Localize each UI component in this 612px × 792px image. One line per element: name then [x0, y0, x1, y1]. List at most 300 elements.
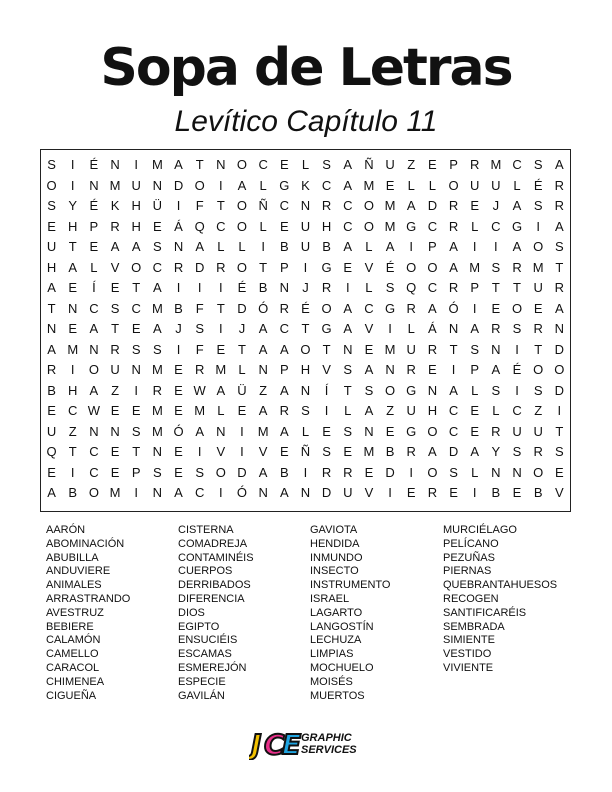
- grid-letter[interactable]: N: [89, 177, 99, 193]
- grid-letter[interactable]: Z: [534, 403, 543, 418]
- grid-letter[interactable]: I: [176, 198, 181, 213]
- grid-letter[interactable]: N: [89, 423, 99, 439]
- grid-letter[interactable]: D: [173, 177, 184, 193]
- grid-letter[interactable]: E: [47, 218, 56, 234]
- grid-letter[interactable]: M: [67, 341, 79, 357]
- grid-letter[interactable]: M: [109, 485, 121, 500]
- grid-letter[interactable]: Q: [406, 280, 417, 295]
- grid-letter[interactable]: D: [385, 464, 395, 480]
- grid-letter[interactable]: I: [303, 464, 308, 480]
- grid-letter[interactable]: D: [237, 464, 247, 480]
- grid-letter[interactable]: B: [47, 382, 56, 398]
- grid-letter[interactable]: V: [216, 444, 226, 459]
- grid-letter[interactable]: E: [174, 362, 183, 377]
- grid-letter[interactable]: A: [512, 239, 522, 254]
- grid-letter[interactable]: S: [449, 464, 458, 480]
- grid-letter[interactable]: M: [151, 423, 163, 439]
- grid-letter[interactable]: E: [385, 423, 395, 439]
- grid-letter[interactable]: É: [512, 362, 522, 377]
- grid-letter[interactable]: U: [300, 239, 311, 254]
- grid-letter[interactable]: I: [472, 485, 477, 500]
- grid-letter[interactable]: O: [321, 300, 332, 316]
- grid-letter[interactable]: T: [195, 157, 204, 172]
- grid-letter[interactable]: C: [258, 157, 268, 172]
- grid-letter[interactable]: R: [279, 403, 289, 418]
- grid-letter[interactable]: R: [321, 464, 332, 480]
- grid-letter[interactable]: A: [89, 321, 99, 336]
- grid-letter[interactable]: A: [279, 485, 289, 500]
- grid-letter[interactable]: A: [449, 382, 458, 398]
- grid-letter[interactable]: Ü: [237, 382, 247, 398]
- grid-letter[interactable]: Z: [259, 382, 268, 398]
- grid-letter[interactable]: B: [258, 280, 268, 295]
- grid-letter[interactable]: M: [215, 362, 227, 377]
- grid-letter[interactable]: E: [533, 300, 543, 316]
- grid-letter[interactable]: H: [46, 259, 57, 275]
- grid-letter[interactable]: R: [406, 444, 416, 459]
- grid-letter[interactable]: C: [89, 464, 99, 480]
- grid-letter[interactable]: O: [448, 177, 459, 193]
- grid-letter[interactable]: A: [343, 177, 353, 193]
- grid-letter[interactable]: A: [343, 300, 353, 316]
- grid-letter[interactable]: B: [491, 485, 501, 500]
- grid-letter[interactable]: E: [216, 341, 226, 357]
- grid-letter[interactable]: U: [491, 177, 501, 193]
- grid-letter[interactable]: R: [216, 259, 226, 275]
- grid-letter[interactable]: T: [555, 259, 564, 275]
- grid-letter[interactable]: T: [534, 341, 543, 357]
- grid-letter[interactable]: P: [279, 362, 289, 377]
- grid-letter[interactable]: S: [533, 382, 543, 398]
- grid-letter[interactable]: W: [193, 382, 206, 398]
- grid-letter[interactable]: E: [406, 485, 416, 500]
- grid-letter[interactable]: E: [279, 218, 289, 234]
- grid-letter[interactable]: T: [68, 444, 77, 459]
- grid-letter[interactable]: R: [470, 157, 480, 172]
- grid-letter[interactable]: V: [110, 259, 120, 275]
- grid-letter[interactable]: A: [174, 157, 183, 172]
- grid-letter[interactable]: I: [536, 218, 540, 234]
- grid-letter[interactable]: L: [238, 239, 246, 254]
- grid-letter[interactable]: C: [321, 177, 332, 193]
- grid-letter[interactable]: U: [470, 177, 480, 193]
- grid-letter[interactable]: S: [512, 321, 522, 336]
- grid-letter[interactable]: C: [427, 218, 438, 234]
- grid-letter[interactable]: L: [301, 157, 310, 172]
- grid-letter[interactable]: S: [153, 341, 162, 357]
- grid-letter[interactable]: Ó: [236, 485, 248, 500]
- grid-letter[interactable]: U: [343, 485, 353, 500]
- grid-letter[interactable]: I: [197, 444, 202, 459]
- grid-letter[interactable]: T: [343, 382, 352, 398]
- grid-letter[interactable]: L: [217, 239, 225, 254]
- grid-letter[interactable]: A: [428, 444, 437, 459]
- grid-letter[interactable]: L: [428, 177, 436, 193]
- grid-letter[interactable]: L: [259, 177, 267, 193]
- grid-letter[interactable]: N: [173, 239, 184, 254]
- grid-letter[interactable]: U: [406, 403, 416, 418]
- grid-letter[interactable]: D: [427, 198, 438, 213]
- grid-letter[interactable]: E: [470, 403, 480, 418]
- grid-letter[interactable]: P: [449, 157, 458, 172]
- grid-letter[interactable]: A: [554, 300, 564, 316]
- grid-letter[interactable]: C: [216, 218, 226, 234]
- grid-letter[interactable]: E: [364, 464, 374, 480]
- grid-letter[interactable]: L: [513, 177, 521, 193]
- grid-letter[interactable]: M: [194, 403, 206, 418]
- grid-letter[interactable]: W: [87, 403, 101, 418]
- grid-letter[interactable]: E: [174, 464, 183, 480]
- grid-letter[interactable]: T: [238, 341, 246, 357]
- grid-letter[interactable]: R: [554, 198, 565, 213]
- grid-letter[interactable]: I: [134, 157, 139, 172]
- grid-letter[interactable]: N: [279, 280, 289, 295]
- grid-letter[interactable]: C: [279, 198, 289, 213]
- grid-letter[interactable]: E: [110, 403, 120, 418]
- grid-letter[interactable]: C: [448, 423, 459, 439]
- grid-letter[interactable]: O: [88, 485, 99, 500]
- grid-letter[interactable]: S: [364, 382, 374, 398]
- grid-letter[interactable]: O: [385, 382, 396, 398]
- grid-letter[interactable]: A: [47, 341, 56, 357]
- grid-letter[interactable]: I: [515, 382, 519, 398]
- grid-letter[interactable]: H: [427, 403, 438, 418]
- grid-letter[interactable]: N: [300, 198, 311, 213]
- grid-letter[interactable]: Í: [92, 280, 96, 295]
- grid-letter[interactable]: É: [89, 157, 99, 172]
- grid-letter[interactable]: N: [512, 464, 522, 480]
- grid-letter[interactable]: L: [238, 362, 246, 377]
- grid-letter[interactable]: E: [428, 157, 437, 172]
- grid-letter[interactable]: A: [110, 239, 120, 254]
- grid-letter[interactable]: I: [134, 382, 139, 398]
- grid-letter[interactable]: E: [237, 403, 247, 418]
- grid-letter[interactable]: U: [512, 423, 522, 439]
- grid-letter[interactable]: M: [469, 259, 481, 275]
- grid-letter[interactable]: R: [554, 177, 565, 193]
- grid-letter[interactable]: O: [215, 464, 226, 480]
- grid-letter[interactable]: I: [240, 444, 244, 459]
- grid-letter[interactable]: T: [132, 280, 141, 295]
- grid-letter[interactable]: Ñ: [364, 157, 374, 172]
- grid-letter[interactable]: N: [89, 341, 99, 357]
- grid-letter[interactable]: C: [152, 259, 163, 275]
- grid-letter[interactable]: A: [406, 198, 416, 213]
- grid-letter[interactable]: D: [448, 444, 459, 459]
- grid-letter[interactable]: M: [363, 177, 375, 193]
- grid-letter[interactable]: T: [555, 423, 564, 439]
- grid-letter[interactable]: A: [449, 239, 458, 254]
- grid-letter[interactable]: S: [343, 362, 353, 377]
- grid-letter[interactable]: H: [68, 218, 78, 234]
- grid-letter[interactable]: O: [427, 423, 438, 439]
- grid-letter[interactable]: A: [364, 403, 374, 418]
- grid-letter[interactable]: A: [258, 341, 268, 357]
- grid-letter[interactable]: T: [259, 259, 268, 275]
- grid-letter[interactable]: L: [90, 259, 98, 275]
- grid-letter[interactable]: R: [173, 259, 184, 275]
- grid-letter[interactable]: Z: [407, 157, 416, 172]
- grid-letter[interactable]: S: [385, 280, 395, 295]
- grid-letter[interactable]: N: [216, 423, 226, 439]
- grid-letter[interactable]: C: [364, 300, 374, 316]
- grid-letter[interactable]: I: [261, 239, 265, 254]
- grid-letter[interactable]: T: [68, 239, 77, 254]
- grid-letter[interactable]: D: [554, 341, 565, 357]
- grid-letter[interactable]: B: [322, 239, 331, 254]
- grid-letter[interactable]: C: [131, 300, 141, 316]
- grid-letter[interactable]: I: [176, 280, 181, 295]
- grid-letter[interactable]: S: [554, 444, 564, 459]
- grid-letter[interactable]: Ñ: [300, 444, 311, 459]
- grid-letter[interactable]: R: [491, 423, 501, 439]
- grid-letter[interactable]: U: [533, 423, 543, 439]
- grid-letter[interactable]: C: [512, 157, 522, 172]
- grid-letter[interactable]: S: [153, 239, 162, 254]
- grid-letter[interactable]: T: [216, 198, 225, 213]
- grid-letter[interactable]: Z: [68, 423, 77, 439]
- grid-letter[interactable]: L: [492, 403, 500, 418]
- grid-letter[interactable]: S: [322, 157, 331, 172]
- grid-letter[interactable]: G: [511, 218, 523, 234]
- grid-letter[interactable]: S: [343, 423, 353, 439]
- grid-letter[interactable]: A: [153, 280, 162, 295]
- grid-letter[interactable]: I: [197, 280, 202, 295]
- grid-letter[interactable]: S: [470, 341, 480, 357]
- grid-letter[interactable]: B: [279, 239, 289, 254]
- grid-letter[interactable]: N: [491, 464, 501, 480]
- grid-letter[interactable]: U: [110, 362, 120, 377]
- grid-letter[interactable]: E: [449, 485, 458, 500]
- grid-letter[interactable]: R: [427, 485, 438, 500]
- grid-letter[interactable]: S: [195, 321, 204, 336]
- grid-letter[interactable]: L: [365, 280, 373, 295]
- grid-letter[interactable]: S: [533, 198, 543, 213]
- grid-letter[interactable]: A: [554, 218, 564, 234]
- grid-letter[interactable]: I: [70, 464, 75, 480]
- grid-letter[interactable]: H: [131, 198, 141, 213]
- grid-letter[interactable]: M: [151, 362, 163, 377]
- grid-letter[interactable]: R: [46, 362, 57, 377]
- grid-letter[interactable]: P: [470, 362, 480, 377]
- grid-letter[interactable]: S: [153, 464, 162, 480]
- grid-letter[interactable]: C: [343, 218, 353, 234]
- grid-letter[interactable]: R: [427, 341, 438, 357]
- grid-letter[interactable]: I: [303, 259, 308, 275]
- grid-letter[interactable]: D: [321, 485, 332, 500]
- grid-letter[interactable]: T: [301, 321, 310, 336]
- grid-letter[interactable]: U: [300, 218, 311, 234]
- grid-letter[interactable]: A: [364, 362, 374, 377]
- grid-letter[interactable]: R: [343, 464, 353, 480]
- grid-letter[interactable]: I: [176, 341, 181, 357]
- grid-letter[interactable]: O: [363, 198, 374, 213]
- grid-letter[interactable]: E: [174, 444, 183, 459]
- grid-letter[interactable]: E: [343, 444, 353, 459]
- grid-letter[interactable]: R: [321, 198, 332, 213]
- grid-letter[interactable]: U: [131, 177, 141, 193]
- grid-letter[interactable]: V: [364, 485, 374, 500]
- grid-letter[interactable]: M: [384, 218, 396, 234]
- grid-letter[interactable]: S: [512, 444, 522, 459]
- grid-letter[interactable]: J: [175, 321, 182, 336]
- grid-letter[interactable]: S: [47, 198, 56, 213]
- grid-letter[interactable]: E: [174, 382, 183, 398]
- grid-letter[interactable]: L: [407, 321, 415, 336]
- grid-letter[interactable]: V: [258, 444, 268, 459]
- grid-letter[interactable]: A: [47, 485, 56, 500]
- grid-letter[interactable]: R: [554, 280, 565, 295]
- grid-letter[interactable]: C: [194, 485, 205, 500]
- grid-letter[interactable]: E: [364, 341, 374, 357]
- grid-letter[interactable]: I: [409, 464, 414, 480]
- grid-letter[interactable]: R: [448, 198, 459, 213]
- grid-letter[interactable]: C: [279, 321, 289, 336]
- grid-letter[interactable]: A: [512, 198, 522, 213]
- grid-letter[interactable]: R: [152, 382, 163, 398]
- grid-letter[interactable]: N: [110, 157, 120, 172]
- grid-letter[interactable]: A: [428, 300, 437, 316]
- grid-letter[interactable]: Q: [194, 218, 205, 234]
- grid-letter[interactable]: A: [195, 239, 204, 254]
- grid-letter[interactable]: L: [259, 218, 267, 234]
- grid-letter[interactable]: C: [448, 403, 459, 418]
- grid-letter[interactable]: G: [279, 177, 290, 193]
- grid-letter[interactable]: I: [345, 280, 350, 295]
- grid-letter[interactable]: I: [515, 341, 519, 357]
- grid-letter[interactable]: R: [110, 341, 120, 357]
- grid-letter[interactable]: S: [533, 157, 543, 172]
- grid-letter[interactable]: M: [151, 157, 163, 172]
- grid-letter[interactable]: I: [409, 239, 414, 254]
- grid-letter[interactable]: M: [363, 444, 375, 459]
- grid-letter[interactable]: R: [194, 362, 205, 377]
- grid-letter[interactable]: S: [195, 464, 204, 480]
- grid-letter[interactable]: E: [131, 321, 141, 336]
- grid-letter[interactable]: O: [236, 218, 248, 234]
- grid-letter[interactable]: E: [68, 280, 78, 295]
- grid-letter[interactable]: E: [131, 403, 141, 418]
- grid-letter[interactable]: O: [194, 177, 205, 193]
- grid-letter[interactable]: Y: [68, 198, 78, 213]
- grid-letter[interactable]: Z: [111, 382, 120, 398]
- grid-letter[interactable]: E: [554, 464, 564, 480]
- grid-letter[interactable]: I: [219, 321, 223, 336]
- grid-letter[interactable]: I: [70, 157, 75, 172]
- grid-letter[interactable]: A: [343, 239, 353, 254]
- grid-letter[interactable]: K: [110, 198, 120, 213]
- grid-letter[interactable]: L: [471, 218, 479, 234]
- grid-letter[interactable]: N: [68, 300, 78, 316]
- grid-letter[interactable]: G: [321, 321, 332, 336]
- grid-letter[interactable]: V: [364, 321, 374, 336]
- grid-letter[interactable]: S: [491, 259, 501, 275]
- grid-letter[interactable]: É: [385, 259, 395, 275]
- grid-letter[interactable]: O: [46, 177, 57, 193]
- grid-letter[interactable]: O: [427, 259, 438, 275]
- grid-letter[interactable]: T: [513, 280, 521, 295]
- grid-letter[interactable]: A: [195, 423, 204, 439]
- grid-letter[interactable]: M: [384, 198, 396, 213]
- grid-letter[interactable]: Ó: [448, 300, 459, 316]
- grid-letter[interactable]: T: [216, 300, 225, 316]
- grid-letter[interactable]: M: [490, 157, 502, 172]
- grid-letter[interactable]: P: [89, 218, 99, 234]
- grid-letter[interactable]: U: [46, 239, 57, 254]
- grid-letter[interactable]: Ü: [152, 198, 163, 213]
- grid-letter[interactable]: L: [217, 403, 225, 418]
- grid-letter[interactable]: U: [46, 423, 57, 439]
- grid-letter[interactable]: O: [88, 362, 99, 377]
- grid-letter[interactable]: A: [68, 259, 78, 275]
- grid-letter[interactable]: I: [451, 362, 456, 377]
- grid-letter[interactable]: N: [343, 341, 353, 357]
- grid-letter[interactable]: P: [470, 280, 480, 295]
- grid-letter[interactable]: A: [470, 321, 480, 336]
- grid-letter[interactable]: P: [279, 259, 289, 275]
- grid-letter[interactable]: D: [237, 300, 247, 316]
- grid-letter[interactable]: Q: [46, 444, 57, 459]
- grid-letter[interactable]: Ó: [173, 423, 184, 439]
- grid-letter[interactable]: H: [68, 382, 78, 398]
- grid-letter[interactable]: V: [364, 259, 374, 275]
- grid-letter[interactable]: S: [554, 239, 564, 254]
- grid-letter[interactable]: M: [532, 259, 544, 275]
- grid-letter[interactable]: R: [406, 300, 416, 316]
- grid-letter[interactable]: I: [219, 280, 223, 295]
- grid-letter[interactable]: É: [301, 300, 310, 316]
- grid-letter[interactable]: Á: [428, 321, 437, 336]
- grid-letter[interactable]: T: [322, 341, 331, 357]
- grid-letter[interactable]: E: [110, 444, 120, 459]
- grid-letter[interactable]: A: [554, 157, 564, 172]
- grid-letter[interactable]: T: [132, 444, 141, 459]
- grid-letter[interactable]: U: [385, 157, 395, 172]
- grid-letter[interactable]: Á: [174, 218, 183, 234]
- grid-letter[interactable]: E: [470, 423, 480, 439]
- grid-letter[interactable]: O: [363, 218, 374, 234]
- grid-letter[interactable]: E: [89, 239, 99, 254]
- grid-letter[interactable]: N: [300, 485, 311, 500]
- grid-letter[interactable]: E: [153, 218, 162, 234]
- grid-letter[interactable]: I: [472, 300, 477, 316]
- grid-letter[interactable]: A: [258, 403, 268, 418]
- grid-letter[interactable]: T: [111, 321, 120, 336]
- grid-letter[interactable]: I: [494, 239, 498, 254]
- grid-letter[interactable]: S: [110, 300, 120, 316]
- grid-letter[interactable]: N: [258, 362, 268, 377]
- grid-letter[interactable]: R: [110, 218, 120, 234]
- grid-letter[interactable]: S: [131, 341, 141, 357]
- grid-letter[interactable]: É: [89, 198, 99, 213]
- grid-letter[interactable]: M: [384, 341, 396, 357]
- grid-letter[interactable]: N: [258, 485, 268, 500]
- grid-letter[interactable]: O: [427, 464, 438, 480]
- grid-letter[interactable]: D: [194, 259, 205, 275]
- grid-letter[interactable]: E: [174, 403, 183, 418]
- grid-letter[interactable]: O: [533, 362, 544, 377]
- grid-letter[interactable]: U: [406, 341, 416, 357]
- grid-letter[interactable]: N: [427, 382, 438, 398]
- grid-letter[interactable]: O: [236, 157, 248, 172]
- grid-letter[interactable]: E: [279, 157, 289, 172]
- grid-letter[interactable]: E: [428, 362, 437, 377]
- grid-letter[interactable]: G: [321, 259, 332, 275]
- grid-letter[interactable]: N: [152, 444, 163, 459]
- grid-letter[interactable]: G: [406, 218, 417, 234]
- grid-letter[interactable]: R: [533, 444, 543, 459]
- grid-letter[interactable]: B: [279, 464, 289, 480]
